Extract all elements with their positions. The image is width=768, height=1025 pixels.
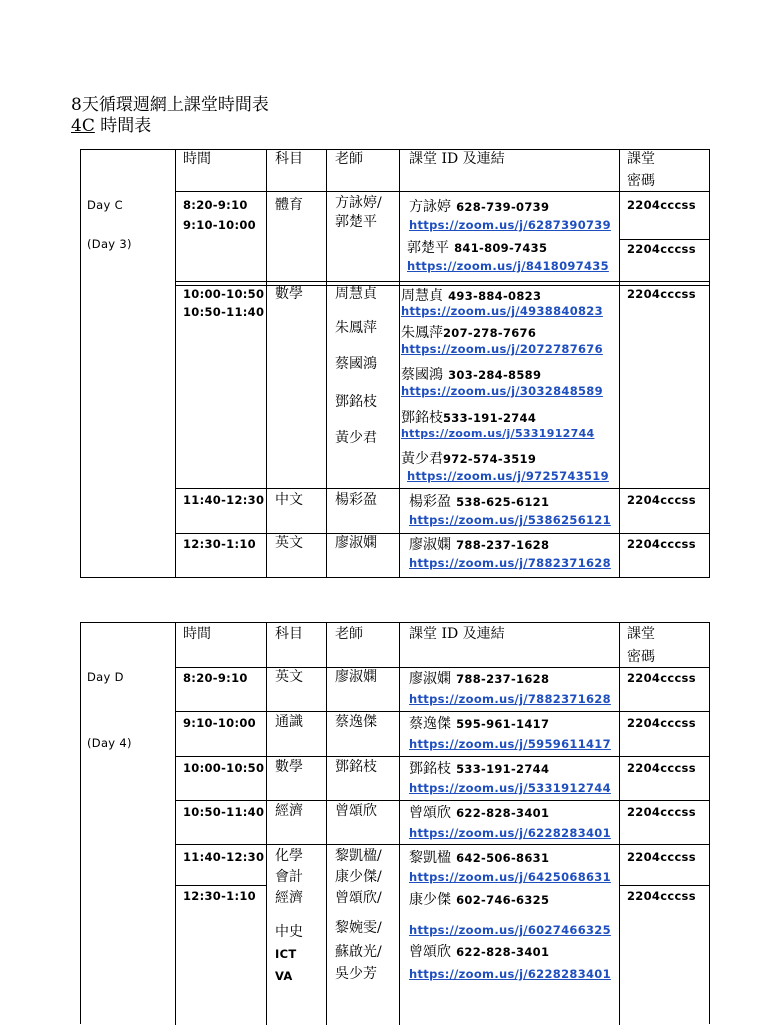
header-time: 時間 (183, 151, 211, 167)
time-slot: 11:40-12:30 (183, 493, 265, 507)
zoom-link[interactable]: https://zoom.us/j/5386256121 (409, 513, 611, 527)
teacher: 黃少君 (335, 430, 377, 446)
timetable-day-d (80, 622, 710, 1024)
subject: 化學 (275, 848, 303, 864)
time-slot: 10:00-10:50 (183, 287, 265, 301)
teacher: 康少傑/ (335, 869, 382, 885)
password: 2204cccss (627, 287, 696, 301)
subject: 通識 (275, 714, 303, 730)
zoom-link[interactable]: https://zoom.us/j/9725743519 (407, 469, 609, 483)
meeting-id: 郭楚平 841-809-7435 (407, 240, 548, 256)
time-slot: 10:50-11:40 (183, 305, 265, 319)
subject: 經濟 (275, 890, 303, 906)
class-title-suffix: 時間表 (94, 116, 152, 136)
password: 2204cccss (627, 805, 696, 819)
zoom-link[interactable]: https://zoom.us/j/5959611417 (409, 737, 611, 751)
header-classroom: 課堂 ID 及連結 (409, 626, 505, 642)
password: 2204cccss (627, 537, 696, 551)
password: 2204cccss (627, 889, 696, 903)
subject: 經濟 (275, 803, 303, 819)
zoom-link[interactable]: https://zoom.us/j/5331912744 (401, 427, 595, 440)
password: 2204cccss (627, 850, 696, 864)
day-number: (Day 3) (87, 237, 132, 251)
teacher: 楊彩盈 (335, 492, 377, 508)
header-teacher: 老師 (335, 626, 363, 642)
time-slot: 10:50-11:40 (183, 805, 265, 819)
zoom-link[interactable]: https://zoom.us/j/7882371628 (409, 692, 611, 706)
teacher: 吳少芳 (335, 966, 377, 982)
subject: 體育 (275, 197, 303, 213)
header-password-2: 密碼 (627, 173, 655, 189)
teacher: 鄧銘枝 (335, 394, 377, 410)
time-slot: 11:40-12:30 (183, 850, 265, 864)
password: 2204cccss (627, 493, 696, 507)
header-classroom: 課堂 ID 及連結 (409, 151, 505, 167)
header-password-2: 密碼 (627, 649, 655, 665)
time-slot: 9:10-10:00 (183, 716, 256, 730)
teacher: 蘇啟光/ (335, 944, 382, 960)
time-slot: 10:00-10:50 (183, 761, 265, 775)
zoom-link[interactable]: https://zoom.us/j/6027466325 (409, 923, 611, 937)
time-slot: 9:10-10:00 (183, 218, 256, 232)
zoom-link[interactable]: https://zoom.us/j/6228283401 (409, 967, 611, 981)
meeting-id: 康少傑 602-746-6325 (409, 892, 550, 908)
teacher: 黎凱楹/ (335, 848, 382, 864)
meeting-id: 蔡國鴻 303-284-8589 (401, 367, 542, 383)
teacher: 曾頌欣 (335, 803, 377, 819)
day-label: Day D (87, 670, 124, 684)
zoom-link[interactable]: https://zoom.us/j/2072787676 (401, 342, 603, 356)
meeting-id: 方詠婷 628-739-0739 (409, 199, 550, 215)
zoom-link[interactable]: https://zoom.us/j/6228283401 (409, 826, 611, 840)
password: 2204cccss (627, 716, 696, 730)
zoom-link[interactable]: https://zoom.us/j/6287390739 (409, 218, 611, 232)
day-label: Day C (87, 198, 123, 212)
password: 2204cccss (627, 671, 696, 685)
time-slot: 8:20-9:10 (183, 198, 248, 212)
header-subject: 科目 (275, 626, 303, 642)
meeting-id: 周慧貞 493-884-0823 (401, 288, 542, 304)
meeting-id: 鄧銘枝 533-191-2744 (409, 761, 550, 777)
teacher: 蔡逸傑 (335, 714, 377, 730)
subject: VA (275, 969, 293, 983)
password: 2204cccss (627, 242, 696, 256)
teacher: 方詠婷/ (335, 195, 382, 211)
zoom-link[interactable]: https://zoom.us/j/7882371628 (409, 556, 611, 570)
teacher: 曾頌欣/ (335, 890, 382, 906)
teacher: 郭楚平 (335, 214, 377, 230)
meeting-id: 楊彩盈 538-625-6121 (409, 494, 550, 510)
subject: ICT (275, 947, 297, 961)
subject: 數學 (275, 759, 303, 775)
meeting-id: 黎凱楹 642-506-8631 (409, 850, 550, 866)
meeting-id: 廖淑嫻 788-237-1628 (409, 537, 550, 553)
meeting-id: 鄧銘枝533-191-2744 (401, 410, 537, 426)
page-title: 8天循環週網上課堂時間表 (71, 95, 269, 115)
class-code: 4C (71, 116, 95, 136)
meeting-id: 朱鳳萍207-278-7676 (401, 325, 537, 341)
day-number: (Day 4) (87, 736, 132, 750)
subject: 會計 (275, 869, 303, 885)
meeting-id: 曾頌欣 622-828-3401 (409, 805, 550, 821)
teacher: 蔡國鴻 (335, 356, 377, 372)
teacher: 廖淑嫻 (335, 669, 377, 685)
teacher: 廖淑嫻 (335, 535, 377, 551)
time-slot: 12:30-1:10 (183, 537, 256, 551)
class-title (71, 111, 151, 136)
zoom-link[interactable]: https://zoom.us/j/6425068631 (409, 870, 611, 884)
time-slot: 12:30-1:10 (183, 889, 256, 903)
meeting-id: 蔡逸傑 595-961-1417 (409, 716, 550, 732)
password: 2204cccss (627, 198, 696, 212)
subject: 中文 (275, 492, 303, 508)
subject: 英文 (275, 535, 303, 551)
zoom-link[interactable]: https://zoom.us/j/5331912744 (409, 781, 611, 795)
zoom-link[interactable]: https://zoom.us/j/3032848589 (401, 384, 603, 398)
header-password-1: 課堂 (627, 626, 655, 642)
meeting-id: 黃少君972-574-3519 (401, 451, 537, 467)
header-time: 時間 (183, 626, 211, 642)
teacher: 朱鳳萍 (335, 320, 377, 336)
meeting-id: 曾頌欣 622-828-3401 (409, 944, 550, 960)
teacher: 黎婉雯/ (335, 920, 382, 936)
teacher: 周慧貞 (335, 286, 377, 302)
password: 2204cccss (627, 761, 696, 775)
subject: 數學 (275, 286, 303, 302)
subject: 中史 (275, 924, 303, 940)
header-teacher: 老師 (335, 151, 363, 167)
header-password-1: 課堂 (627, 151, 655, 167)
header-subject: 科目 (275, 151, 303, 167)
subject: 英文 (275, 669, 303, 685)
timetable-day-c (80, 149, 710, 578)
meeting-id: 廖淑嫻 788-237-1628 (409, 671, 550, 687)
teacher: 鄧銘枝 (335, 759, 377, 775)
time-slot: 8:20-9:10 (183, 671, 248, 685)
zoom-link[interactable]: https://zoom.us/j/4938840823 (401, 304, 603, 318)
zoom-link[interactable]: https://zoom.us/j/8418097435 (407, 259, 609, 273)
